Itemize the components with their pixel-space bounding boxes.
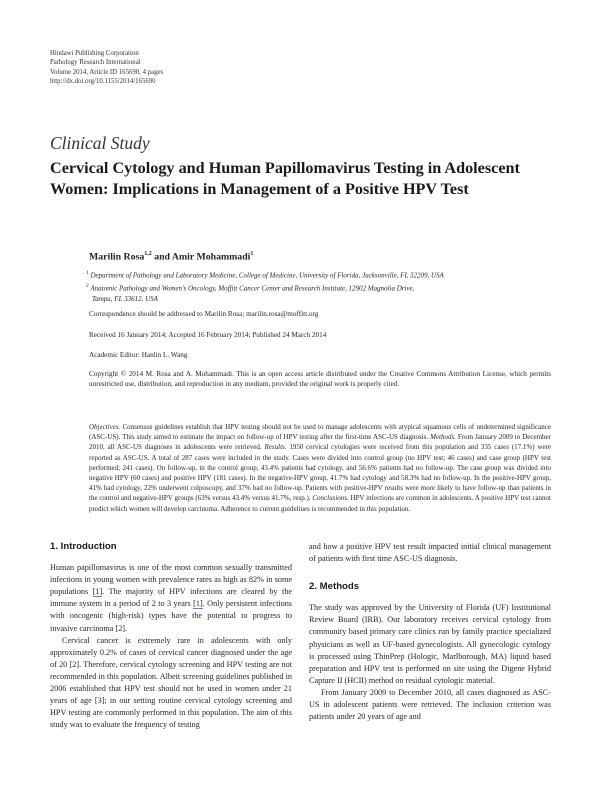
right-column [309,541,551,723]
author-name: Amir Mohammadi [171,251,251,263]
paragraph: Human papillomavirus is one of the most common sexually transmitted infections in young women with prevalence rates as high as 82% in some populations [1]. The majority of HPV infections are cleared by the immune system in a period of 2 to 3 years [1]. Only persistent infections with oncogenic (high-risk) types have the potential to progress to invasive carcinoma [2]. [50,563,292,633]
author-affiliation-mark: 1,2 [144,251,152,257]
article-title: Cervical Cytology and Human Papillomavirus Testing in Adolescent Women: Implications in Management of a Positive HPV Test [50,159,520,198]
academic-editor: Academic Editor: Hanlin L. Wang [89,351,188,359]
article-type: Clinical Study [50,133,150,153]
copyright-notice: Copyright © 2014 M. Rosa and A. Mohammadi. This is an open access article distributed under the Creative Commons Attribution License, which permits unrestricted use, distribution, and reproduction in any medium, provided the original work is properly cited. [89,370,551,389]
journal-header [50,49,163,87]
paragraph: The study was approved by the University of Florida (UF) Institutional Review Board (IRB). Our laboratory receives cervical cytology from community based primary care clinics run by family practice specialized physicians as well as UF-based gynecologists. All gynecologic cytology is processed using ThinPrep (Hologic, Marlborough, MA) liquid based preparation and HPV test is performed on site using the Digene Hybrid Capture II (HCII) method on residual cytologic material. [309,603,551,685]
publisher: Hindawi Publishing Corporation [50,50,139,57]
affiliation: $^1$ Department of Pathology and Laboratory Medicine, College of Medicine, University of Florida, Jacksonville, FL 32209, USA [86,270,444,280]
journal-name: Pathology Research International [50,59,141,67]
article-dates: Received 16 January 2014; Accepted 16 February 2014; Published 24 March 2014 [89,331,327,339]
correspondence: Correspondence should be addressed to Marilin Rosa; marilin.rosa@moffitt.org [89,310,319,318]
paragraph: and how a positive HPV test result impacted initial clinical management of patients with first time ASC-US diagnosis. [309,542,551,564]
citation-link[interactable]: [1] [92,587,103,597]
abstract-label: Methods. [430,433,456,442]
doi-link[interactable]: http://dx.doi.org/10.1155/2014/165690 [50,78,156,86]
abstract-label: Results. [264,443,287,452]
affiliation-continued: Tampa, FL 33612, USA [92,294,158,303]
volume-info: Volume 2014, Article ID 165690, 4 pages [50,68,164,76]
author-line [89,251,253,262]
author-name: Marilin Rosa [89,251,145,263]
section-heading-methods: 2. Methods [309,581,360,593]
left-column [50,541,292,731]
affiliations [86,268,546,304]
paragraph: From January 2009 to December 2010, all cases diagnosed as ASC-US in adolescent patients were retrieved. The inclusion criterion was patients under 20 years of age and [309,687,551,722]
author-conjunction: and [151,251,172,263]
section-heading-introduction: 1. Introduction [50,541,117,552]
abstract: Objectives. Consensus guidelines establish that HPV testing should not be used to manage adolescents with atypical squamous cells of undetermined significance (ASC-US). This study aimed to estimate the impact on follow-up of HPV testing after the first-time ASC-US diagnosis. Methods. From January 2009 to December 2010, all ASC-US diagnoses in adolescents were retrieved. Results. 1950 cervical cytologies were received from this population and 335 cases (17.1%) were reported as ASC-US. A total of 287 cases were included in the study. Cases were divided into control group (no HPV test; 46 cases) and case group (HPV test performed; 241 cases). On follow-up, in the control group, 43.4% patients had cytology, and 56.6% patients had no follow-up. The case group was divided into negative HPV (60 cases) and positive HPV (181 cases). In the negative-HPV group, 41.7% had cytology and 58.3% had no follow-up. In the positive-HPV group, 41% had cytology, 22% underwent colposcopy, and 37% had no follow-up. Patients with positive-HPV results were more likely to have follow-up than patients in the control and negative-HPV groups (63% versus 43.4% versus 41.7%, resp.). Conclusions. HPV infections are common in adolescents. A positive HPV test cannot predict which women will develop carcinoma. Adherence to current guidelines is recommended in this population. [89,423,552,513]
affiliation: $^2$ Anatomic Pathology and Women’s Oncology, Moffitt Cancer Center and Research Institute, 12902 Magnolia Drive, [86,282,415,293]
abstract-label: Conclusions. [312,494,349,503]
abstract-label: Objectives. [89,423,121,431]
author-affiliation-mark: 1 [250,251,254,257]
citation-link[interactable]: [1] [193,599,203,609]
paragraph: Cervical cancer is extremely rare in adolescents with only approximately 0.2% of cases of cervical cancer diagnosed under the age of 20 [2]. Therefore, cervical cytology screening and HPV testing are not recommended in this population. Albeit screening guidelines published in 2006 established that HPV test should not be used in women under 21 years of age [3]; in our setting routine cervical cytology screening and HPV testing are commonly performed in this population. The aim of this study was to evaluate the frequency of testing [50,635,292,730]
